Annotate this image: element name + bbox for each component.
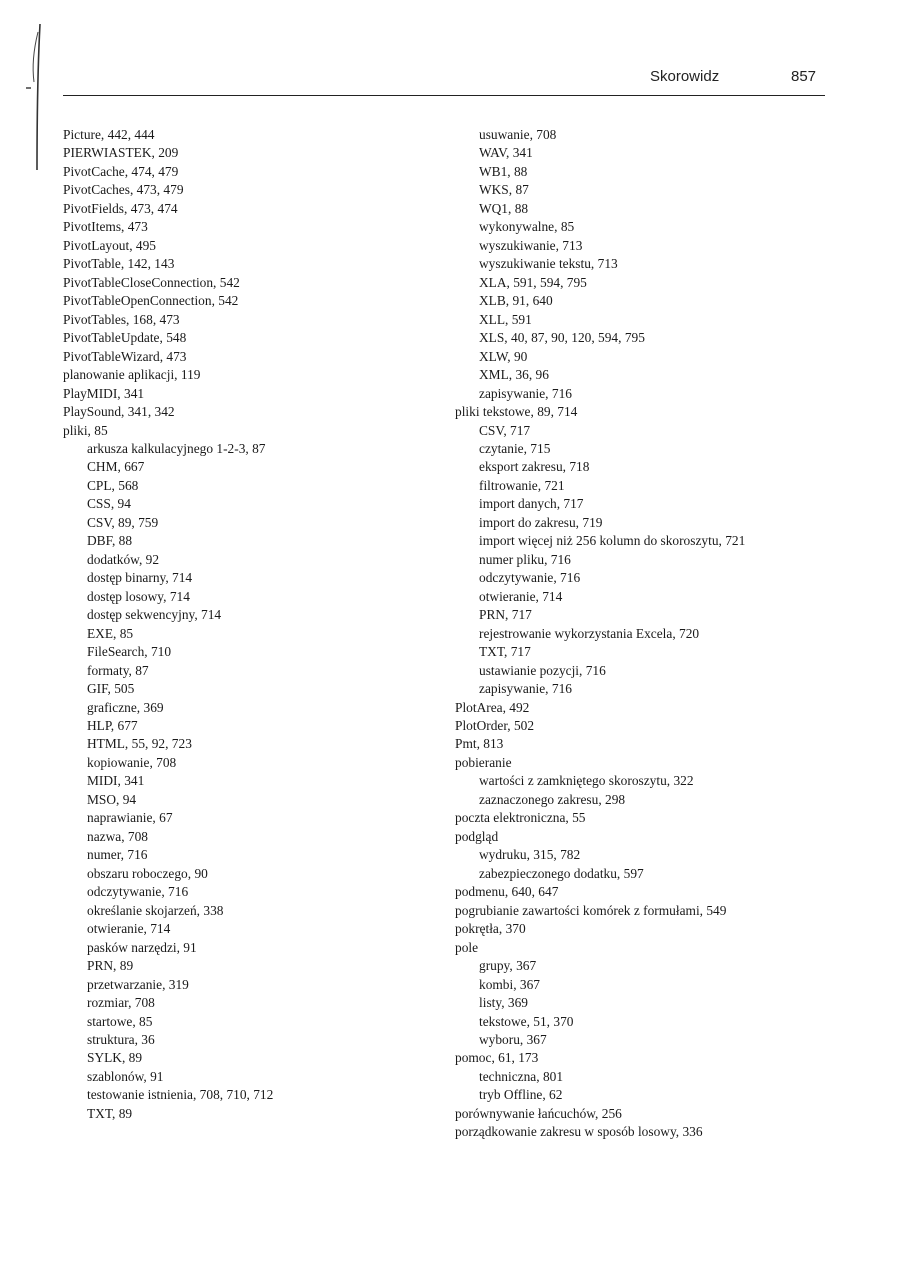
index-subentry: CSV, 717: [479, 422, 531, 438]
index-subentry: XLS, 40, 87, 90, 120, 594, 795: [479, 330, 645, 346]
margin-pen-mark: [24, 22, 64, 172]
index-entry: PivotTableCloseConnection, 542: [63, 274, 240, 290]
index-subentry: wyboru, 367: [479, 1031, 547, 1047]
index-subentry: CSV, 89, 759: [87, 514, 159, 530]
index-entry: Pmt, 813: [455, 736, 504, 752]
index-subentry: zabezpieczonego dodatku, 597: [479, 865, 644, 881]
page-number: 857: [791, 68, 817, 85]
index-subentry: PRN, 717: [479, 607, 532, 623]
index-subentry: zapisywanie, 716: [479, 681, 572, 697]
index-subentry: XLW, 90: [479, 348, 528, 364]
index-subentry: rozmiar, 708: [87, 995, 155, 1011]
index-subentry: wydruku, 315, 782: [479, 847, 581, 863]
index-subentry: naprawianie, 67: [87, 810, 173, 826]
index-subentry: MSO, 94: [87, 791, 137, 807]
index-entry: porządkowanie zakresu w sposób losowy, 336: [455, 1124, 703, 1140]
index-entry: PivotCaches, 473, 479: [63, 182, 184, 198]
index-subentry: dostęp sekwencyjny, 714: [87, 607, 222, 623]
index-subentry: PRN, 89: [87, 958, 134, 974]
index-subentry: WB1, 88: [479, 163, 528, 179]
index-subentry: rejestrowanie wykorzystania Excela, 720: [479, 625, 700, 641]
index-subentry: otwieranie, 714: [87, 921, 171, 937]
index-entry: PIERWIASTEK, 209: [63, 145, 179, 161]
index-subentry: formaty, 87: [87, 662, 149, 678]
index-entry: poczta elektroniczna, 55: [455, 810, 586, 826]
index-entry: PivotTables, 168, 473: [63, 311, 180, 327]
index-entry: pole: [455, 939, 479, 955]
index-subentry: czytanie, 715: [479, 440, 551, 456]
index-entry: pliki tekstowe, 89, 714: [455, 404, 578, 420]
index-entry: podgląd: [455, 828, 499, 844]
index-subentry: dodatków, 92: [87, 551, 160, 567]
index-entry: PlotArea, 492: [455, 699, 530, 715]
index-entry: PivotTable, 142, 143: [63, 256, 175, 272]
index-subentry: SYLK, 89: [87, 1050, 143, 1066]
index-subentry: CSS, 94: [87, 496, 131, 512]
index-subentry: tekstowe, 51, 370: [479, 1013, 574, 1029]
index-subentry: MIDI, 341: [87, 773, 145, 789]
header-rule: [63, 95, 825, 96]
index-subentry: HLP, 677: [87, 718, 138, 733]
index-subentry: dostęp losowy, 714: [87, 588, 190, 604]
index-entry: PivotTableOpenConnection, 542: [63, 293, 239, 309]
index-subentry: GIF, 505: [87, 681, 135, 697]
index-subentry: szablonów, 91: [87, 1068, 164, 1084]
index-entry: PivotFields, 473, 474: [63, 200, 178, 216]
index-subentry: struktura, 36: [87, 1031, 155, 1047]
index-subentry: arkusza kalkulacyjnego 1-2-3, 87: [87, 440, 266, 456]
index-subentry: nazwa, 708: [87, 828, 148, 844]
index-subentry: techniczna, 801: [479, 1068, 564, 1084]
index-subentry: zaznaczonego zakresu, 298: [479, 791, 626, 807]
index-entry: PlotOrder, 502: [455, 718, 535, 733]
index-subentry: DBF, 88: [87, 533, 133, 549]
index-subentry: XLA, 591, 594, 795: [479, 274, 587, 290]
index-subentry: EXE, 85: [87, 625, 134, 641]
running-header-title: Skorowidz: [650, 68, 720, 85]
index-subentry: numer, 716: [87, 847, 148, 863]
index-subentry: import danych, 717: [479, 496, 584, 512]
index-subentry: wyszukiwanie, 713: [479, 237, 583, 253]
index-subentry: XML, 36, 96: [479, 367, 549, 383]
index-subentry: startowe, 85: [87, 1013, 153, 1029]
index-subentry: numer pliku, 716: [479, 551, 571, 567]
index-subentry: testowanie istnienia, 708, 710, 712: [87, 1087, 274, 1103]
index-subentry: ustawianie pozycji, 716: [479, 662, 606, 678]
index-subentry: odczytywanie, 716: [87, 884, 189, 900]
index-subentry: XLB, 91, 640: [479, 293, 553, 309]
index-entry: PivotTableUpdate, 548: [63, 330, 187, 346]
index-subentry: WAV, 341: [479, 145, 533, 161]
index-entry: Picture, 442, 444: [63, 127, 155, 142]
index-subentry: wartości z zamkniętego skoroszytu, 322: [479, 773, 694, 789]
index-subentry: odczytywanie, 716: [479, 570, 581, 586]
index-entry: PivotCache, 474, 479: [63, 163, 179, 179]
index-entry: pliki, 85: [63, 422, 108, 438]
index-entry: pomoc, 61, 173: [455, 1050, 539, 1066]
index-subentry: FileSearch, 710: [87, 644, 172, 660]
index-subentry: kopiowanie, 708: [87, 754, 177, 770]
index-subentry: grupy, 367: [479, 958, 537, 974]
index-entry: pokrętła, 370: [455, 921, 526, 937]
index-entry: pobieranie: [455, 754, 512, 770]
index-entry: porównywanie łańcuchów, 256: [455, 1105, 622, 1121]
index-entry: PlayMIDI, 341: [63, 385, 145, 401]
index-column-right: [455, 126, 855, 1142]
index-subentry: usuwanie, 708: [479, 127, 557, 142]
index-entry: podmenu, 640, 647: [455, 884, 559, 900]
index-entry: PlaySound, 341, 342: [63, 404, 175, 420]
index-subentry: graficzne, 369: [87, 699, 164, 715]
index-subentry: filtrowanie, 721: [479, 477, 565, 493]
index-entry: pogrubianie zawartości komórek z formułami, 549: [455, 902, 727, 918]
index-subentry: listy, 369: [479, 995, 528, 1011]
index-subentry: CPL, 568: [87, 477, 139, 493]
index-subentry: import do zakresu, 719: [479, 514, 603, 530]
index-entry: PivotTableWizard, 473: [63, 348, 187, 364]
index-subentry: otwieranie, 714: [479, 588, 563, 604]
index-subentry: WQ1, 88: [479, 200, 529, 216]
index-subentry: obszaru roboczego, 90: [87, 865, 208, 881]
index-subentry: WKS, 87: [479, 182, 529, 198]
index-subentry: kombi, 367: [479, 976, 541, 992]
index-subentry: wykonywalne, 85: [479, 219, 575, 235]
index-subentry: tryb Offline, 62: [479, 1087, 563, 1103]
index-column-left: [63, 126, 423, 1123]
index-subentry: przetwarzanie, 319: [87, 976, 189, 992]
index-subentry: XLL, 591: [479, 311, 532, 327]
index-subentry: TXT, 89: [87, 1105, 133, 1121]
index-subentry: HTML, 55, 92, 723: [87, 736, 192, 752]
index-subentry: określanie skojarzeń, 338: [87, 902, 224, 918]
index-subentry: pasków narzędzi, 91: [87, 939, 197, 955]
index-subentry: wyszukiwanie tekstu, 713: [479, 256, 618, 272]
index-subentry: CHM, 667: [87, 459, 145, 475]
index-subentry: dostęp binarny, 714: [87, 570, 193, 586]
index-entry: planowanie aplikacji, 119: [63, 367, 201, 383]
index-entry: PivotLayout, 495: [63, 237, 156, 253]
index-subentry: import więcej niż 256 kolumn do skoroszytu, 721: [479, 533, 746, 549]
index-subentry: TXT, 717: [479, 644, 531, 660]
index-subentry: zapisywanie, 716: [479, 385, 572, 401]
index-subentry: eksport zakresu, 718: [479, 459, 590, 475]
index-entry: PivotItems, 473: [63, 219, 148, 235]
